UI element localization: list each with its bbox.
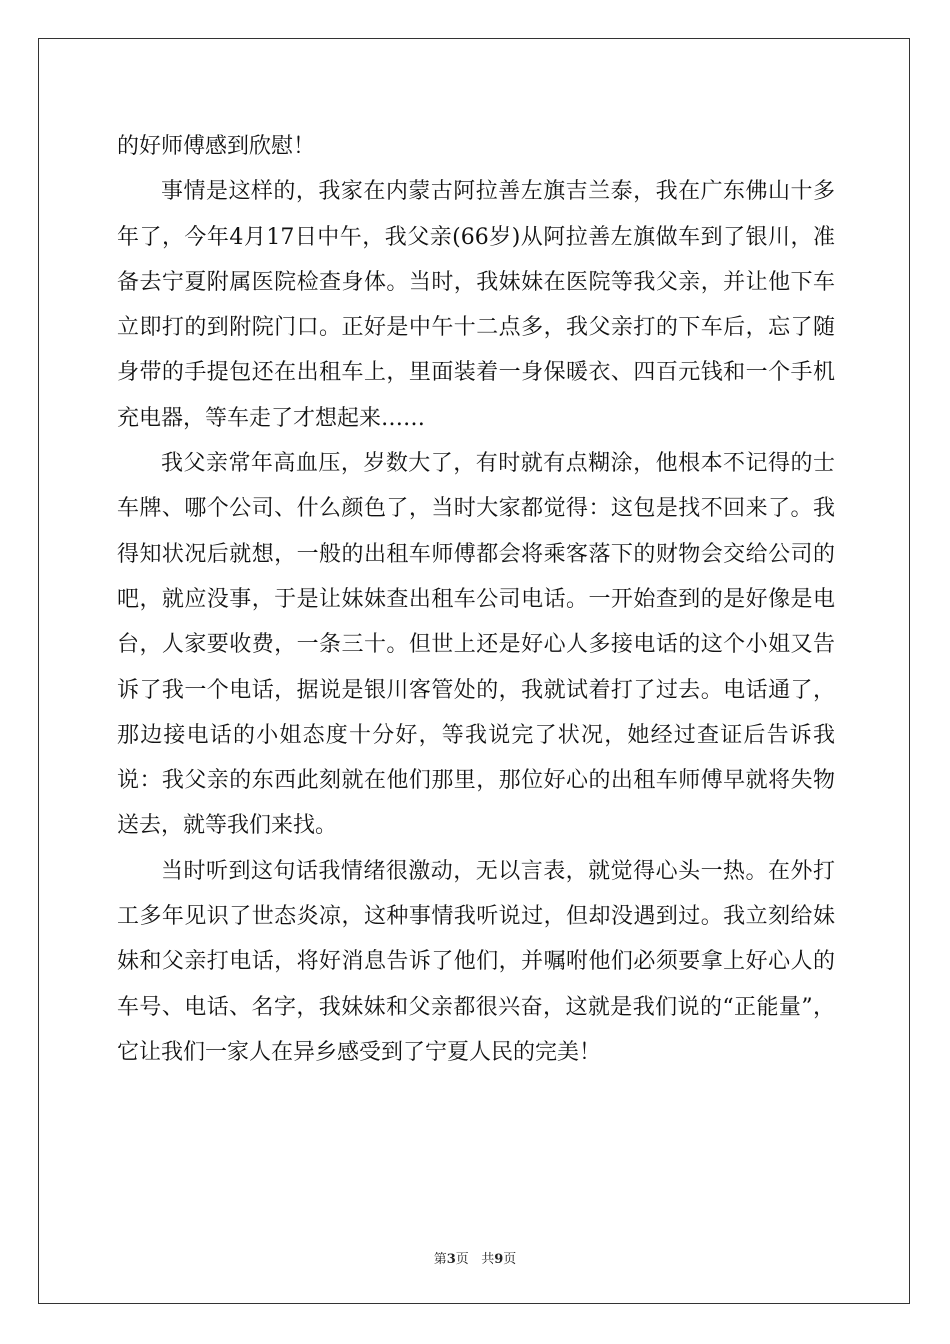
footer-prefix: 第 (433, 1252, 447, 1267)
footer-page-suffix: 页 (455, 1252, 469, 1267)
current-page-number: 3 (446, 1252, 456, 1267)
page-footer (0, 1248, 950, 1267)
footer-total-suffix: 页 (503, 1252, 517, 1267)
paragraph-4: 当时听到这句话我情绪很激动，无以言表，就觉得心头一热。在外打工多年见识了世态炎凉，这种事情我听说过，但却没遇到过。我立刻给妹妹和父亲打电话，将好消息告诉了他们，并嘱咐他们必须要拿上好心人的车号、电话、名字，我妹妹和父亲都很兴奋，这就是我们说的“正能量”，它让我们一家人在异乡感受到了宁夏人民的完美！ (117, 858, 835, 1065)
paragraph-2: 事情是这样的，我家在内蒙古阿拉善左旗吉兰泰，我在广东佛山十多年了，今年4月17日中午，我父亲(66岁)从阿拉善左旗做车到了银川，准备去宁夏附属医院检查身体。当时，我妹妹在医院等我父亲，并让他下车立即打的到附院门口。正好是中午十二点多，我父亲打的下车后，忘了随身带的手提包还在出租车上，里面装着一身保暖衣、四百元钱和一个手机充电器，等车走了才想起来…… (117, 179, 835, 431)
footer-total-prefix: 共 (481, 1252, 495, 1267)
total-pages-number: 9 (494, 1252, 504, 1267)
paragraph-1: 的好师傅感到欣慰！ (117, 134, 316, 159)
footer-gap (469, 1252, 481, 1267)
document-body (117, 124, 835, 1075)
paragraph-3: 我父亲常年高血压，岁数大了，有时就有点糊涂，他根本不记得的士车牌、哪个公司、什么颜色了，当时大家都觉得：这包是找不回来了。我得知状况后就想，一般的出租车师傅都会将乘客落下的财物会交给公司的吧，就应没事，于是让妹妹查出租车公司电话。一开始查到的是好像是电台，人家要收费，一条三十。但世上还是好心人多接电话的这个小姐又告诉了我一个电话，据说是银川客管处的，我就试着打了过去。电话通了，那边接电话的小姐态度十分好，等我说完了状况，她经过查证后告诉我说：我父亲的东西此刻就在他们那里，那位好心的出租车师傅早就将失物送去，就等我们来找。 (117, 451, 835, 839)
